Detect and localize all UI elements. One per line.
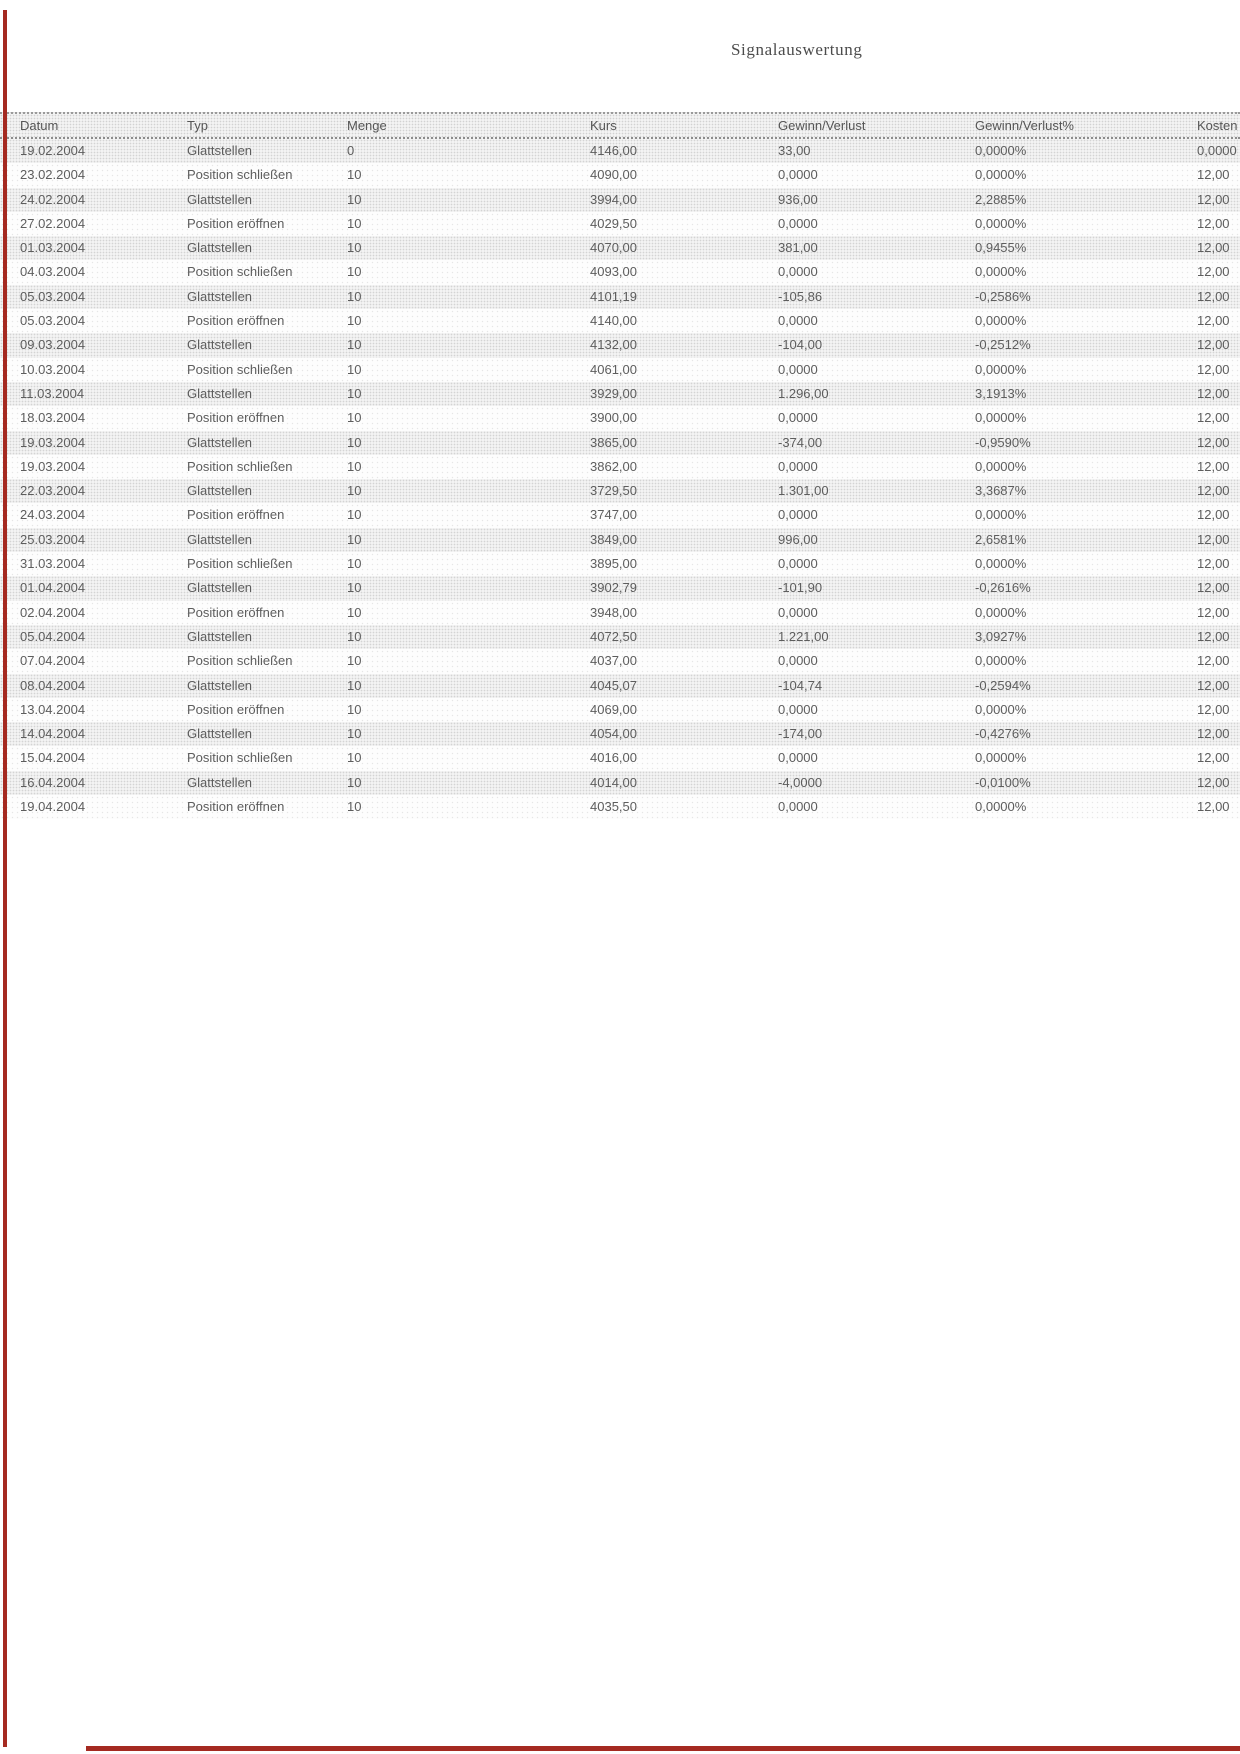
- cell: 01.04.2004: [20, 580, 86, 596]
- cell: 24.02.2004: [20, 191, 86, 207]
- cell: 0,0000%: [975, 361, 1027, 377]
- cell: Glattstellen: [187, 628, 253, 644]
- cell: 10: [347, 313, 362, 329]
- cell: 12,00: [1197, 701, 1230, 717]
- cell: 12,00: [1197, 167, 1230, 183]
- cell: 3902,79: [590, 580, 637, 596]
- cell: Glattstellen: [187, 337, 253, 353]
- cell: Glattstellen: [187, 774, 253, 790]
- table-row: [0, 746, 1240, 770]
- cell: 0,0000: [778, 653, 818, 669]
- cell: 0,9455%: [975, 240, 1027, 256]
- cell: 4090,00: [590, 167, 637, 183]
- table-row: [0, 431, 1240, 455]
- cell: 0,0000: [778, 264, 818, 280]
- table-row: [0, 163, 1240, 187]
- cell: 10: [347, 434, 362, 450]
- cell: 0,0000%: [975, 701, 1027, 717]
- cell: 4069,00: [590, 701, 637, 717]
- cell: 2,2885%: [975, 191, 1027, 207]
- cell: 12,00: [1197, 288, 1230, 304]
- cell: 3994,00: [590, 191, 637, 207]
- cell: 0,0000: [778, 167, 818, 183]
- cell: 24.03.2004: [20, 507, 86, 523]
- cell: 4014,00: [590, 774, 637, 790]
- cell: 10: [347, 653, 362, 669]
- cell: 2,6581%: [975, 531, 1027, 547]
- cell: 19.03.2004: [20, 458, 86, 474]
- cell: 0,0000%: [975, 167, 1027, 183]
- cell: 12,00: [1197, 507, 1230, 523]
- cell: Glattstellen: [187, 288, 253, 304]
- cell: 10: [347, 264, 362, 280]
- cell: 19.04.2004: [20, 799, 86, 815]
- cell: 0,0000%: [975, 556, 1027, 572]
- cell: -0,2616%: [975, 580, 1031, 596]
- table-row: [0, 771, 1240, 795]
- cell: 10: [347, 240, 362, 256]
- cell: 4054,00: [590, 726, 637, 742]
- cell: Position schließen: [187, 458, 293, 474]
- cell: 18.03.2004: [20, 410, 86, 426]
- cell: -174,00: [778, 726, 823, 742]
- cell: 0,0000: [778, 701, 818, 717]
- cell: 4045,07: [590, 677, 637, 693]
- cell: 10: [347, 750, 362, 766]
- cell: Position schließen: [187, 361, 293, 377]
- cell: 12,00: [1197, 361, 1230, 377]
- table-row: [0, 649, 1240, 673]
- cell: 0,0000%: [975, 458, 1027, 474]
- cell: Glattstellen: [187, 483, 253, 499]
- cell: 10: [347, 628, 362, 644]
- cell: 1.221,00: [778, 628, 829, 644]
- cell: 12,00: [1197, 385, 1230, 401]
- cell: 4146,00: [590, 143, 637, 158]
- cell: 3849,00: [590, 531, 637, 547]
- cell: 12,00: [1197, 726, 1230, 742]
- cell: 23.02.2004: [20, 167, 86, 183]
- cell: 0,0000%: [975, 410, 1027, 426]
- cell: 12,00: [1197, 240, 1230, 256]
- cell: 12,00: [1197, 191, 1230, 207]
- cell: 0,0000: [778, 361, 818, 377]
- cell: 10: [347, 701, 362, 717]
- cell: 0,0000%: [975, 750, 1027, 766]
- table-row: [0, 552, 1240, 576]
- cell: 10: [347, 799, 362, 815]
- cell: Position eröffnen: [187, 215, 285, 231]
- cell: 4072,50: [590, 628, 637, 644]
- cell: 10: [347, 726, 362, 742]
- cell: 04.03.2004: [20, 264, 86, 280]
- table-row: [0, 260, 1240, 284]
- cell: 3729,50: [590, 483, 637, 499]
- cell: 10: [347, 774, 362, 790]
- cell: 3948,00: [590, 604, 637, 620]
- cell: -101,90: [778, 580, 823, 596]
- cell: 0,0000: [778, 507, 818, 523]
- cell: 0,0000: [778, 458, 818, 474]
- cell: 12,00: [1197, 531, 1230, 547]
- cell: 01.03.2004: [20, 240, 86, 256]
- cell: Glattstellen: [187, 677, 253, 693]
- cell: Glattstellen: [187, 726, 253, 742]
- cell: 19.03.2004: [20, 434, 86, 450]
- cell: 10: [347, 385, 362, 401]
- cell: 10: [347, 677, 362, 693]
- cell: 0,0000: [778, 215, 818, 231]
- cell: Glattstellen: [187, 240, 253, 256]
- cell: 12,00: [1197, 677, 1230, 693]
- cell: 3865,00: [590, 434, 637, 450]
- cell: 12,00: [1197, 799, 1230, 815]
- cell: 10: [347, 167, 362, 183]
- scan-edge-bottom-artifact: [86, 1746, 1240, 1751]
- cell: Position eröffnen: [187, 604, 285, 620]
- table-row: [0, 285, 1240, 309]
- cell: 996,00: [778, 531, 818, 547]
- cell: 16.04.2004: [20, 774, 86, 790]
- header-cell-gewinn-verlust-: Gewinn/Verlust%: [975, 118, 1074, 133]
- cell: Position eröffnen: [187, 701, 285, 717]
- cell: 33,00: [778, 143, 811, 158]
- cell: 3862,00: [590, 458, 637, 474]
- cell: 10: [347, 483, 362, 499]
- cell: 4140,00: [590, 313, 637, 329]
- cell: 12,00: [1197, 337, 1230, 353]
- table-row: [0, 212, 1240, 236]
- cell: 08.04.2004: [20, 677, 86, 693]
- scan-edge-left-artifact: [3, 10, 7, 1747]
- table-row: [0, 503, 1240, 527]
- table-row: [0, 722, 1240, 746]
- cell: 07.04.2004: [20, 653, 86, 669]
- cell: 0,0000%: [975, 264, 1027, 280]
- cell: 381,00: [778, 240, 818, 256]
- cell: 4037,00: [590, 653, 637, 669]
- table-row: [0, 358, 1240, 382]
- header-cell-kosten: Kosten: [1197, 118, 1238, 133]
- cell: 05.03.2004: [20, 313, 86, 329]
- cell: Glattstellen: [187, 191, 253, 207]
- cell: 31.03.2004: [20, 556, 86, 572]
- cell: 4029,50: [590, 215, 637, 231]
- cell: 10: [347, 604, 362, 620]
- cell: 3,0927%: [975, 628, 1027, 644]
- table-row: [0, 188, 1240, 212]
- cell: 22.03.2004: [20, 483, 86, 499]
- cell: 10: [347, 337, 362, 353]
- cell: 3,1913%: [975, 385, 1027, 401]
- table-row: [0, 795, 1240, 819]
- cell: 0,0000%: [975, 604, 1027, 620]
- cell: -0,2512%: [975, 337, 1031, 353]
- cell: 0,0000: [1197, 143, 1237, 158]
- cell: 10.03.2004: [20, 361, 86, 377]
- cell: 1.301,00: [778, 483, 829, 499]
- cell: Glattstellen: [187, 385, 253, 401]
- cell: 10: [347, 191, 362, 207]
- cell: 02.04.2004: [20, 604, 86, 620]
- cell: 12,00: [1197, 264, 1230, 280]
- table-row: [0, 576, 1240, 600]
- cell: Position eröffnen: [187, 313, 285, 329]
- cell: 12,00: [1197, 750, 1230, 766]
- table-row: [0, 333, 1240, 357]
- header-cell-kurs: Kurs: [590, 118, 617, 133]
- cell: 4035,50: [590, 799, 637, 815]
- cell: -0,0100%: [975, 774, 1031, 790]
- table-row: [0, 455, 1240, 479]
- cell: 27.02.2004: [20, 215, 86, 231]
- cell: -105,86: [778, 288, 823, 304]
- cell: 4093,00: [590, 264, 637, 280]
- cell: Position schließen: [187, 167, 293, 183]
- cell: 936,00: [778, 191, 818, 207]
- cell: 12,00: [1197, 556, 1230, 572]
- cell: 4070,00: [590, 240, 637, 256]
- cell: 12,00: [1197, 410, 1230, 426]
- page-title: Signalauswertung: [731, 40, 863, 59]
- cell: 13.04.2004: [20, 701, 86, 717]
- cell: 10: [347, 458, 362, 474]
- cell: 0,0000: [778, 604, 818, 620]
- cell: -374,00: [778, 434, 823, 450]
- table-row: [0, 601, 1240, 625]
- cell: 0,0000: [778, 750, 818, 766]
- cell: -0,2594%: [975, 677, 1031, 693]
- cell: 12,00: [1197, 313, 1230, 329]
- table-row: [0, 236, 1240, 260]
- cell: 1.296,00: [778, 385, 829, 401]
- cell: 0: [347, 143, 355, 158]
- cell: Position schließen: [187, 653, 293, 669]
- cell: 12,00: [1197, 774, 1230, 790]
- cell: 12,00: [1197, 434, 1230, 450]
- cell: 10: [347, 531, 362, 547]
- cell: 10: [347, 556, 362, 572]
- cell: 12,00: [1197, 215, 1230, 231]
- header-cell-typ: Typ: [187, 118, 208, 133]
- cell: 10: [347, 507, 362, 523]
- cell: 19.02.2004: [20, 143, 86, 158]
- signal-table: [0, 112, 1240, 819]
- cell: 0,0000: [778, 556, 818, 572]
- cell: 05.04.2004: [20, 628, 86, 644]
- table-body: [0, 139, 1240, 819]
- cell: Glattstellen: [187, 531, 253, 547]
- cell: 4132,00: [590, 337, 637, 353]
- table-row: [0, 139, 1240, 163]
- cell: -0,4276%: [975, 726, 1031, 742]
- cell: 0,0000%: [975, 507, 1027, 523]
- cell: Glattstellen: [187, 434, 253, 450]
- cell: Position schließen: [187, 264, 293, 280]
- cell: -0,9590%: [975, 434, 1031, 450]
- cell: Position eröffnen: [187, 410, 285, 426]
- table-row: [0, 698, 1240, 722]
- cell: Glattstellen: [187, 143, 253, 158]
- header-cell-datum: Datum: [20, 118, 59, 133]
- cell: 3895,00: [590, 556, 637, 572]
- table-row: [0, 528, 1240, 552]
- table-row: [0, 479, 1240, 503]
- cell: 14.04.2004: [20, 726, 86, 742]
- cell: Glattstellen: [187, 580, 253, 596]
- cell: 0,0000%: [975, 215, 1027, 231]
- table-row: [0, 309, 1240, 333]
- cell: 3900,00: [590, 410, 637, 426]
- table-header: [0, 112, 1240, 139]
- cell: 12,00: [1197, 483, 1230, 499]
- cell: 0,0000%: [975, 653, 1027, 669]
- cell: 10: [347, 361, 362, 377]
- cell: 0,0000: [778, 313, 818, 329]
- cell: Position schließen: [187, 556, 293, 572]
- cell: 4016,00: [590, 750, 637, 766]
- cell: 10: [347, 215, 362, 231]
- cell: Position eröffnen: [187, 507, 285, 523]
- cell: 10: [347, 288, 362, 304]
- cell: 0,0000%: [975, 799, 1027, 815]
- cell: 0,0000: [778, 799, 818, 815]
- table-row: [0, 625, 1240, 649]
- cell: -104,00: [778, 337, 823, 353]
- table-row: [0, 406, 1240, 430]
- header-cell-gewinn-verlust: Gewinn/Verlust: [778, 118, 866, 133]
- cell: 4101,19: [590, 288, 637, 304]
- cell: -4,0000: [778, 774, 823, 790]
- cell: 0,0000%: [975, 313, 1027, 329]
- cell: -0,2586%: [975, 288, 1031, 304]
- cell: 0,0000%: [975, 143, 1027, 158]
- cell: 10: [347, 580, 362, 596]
- cell: 15.04.2004: [20, 750, 86, 766]
- cell: 05.03.2004: [20, 288, 86, 304]
- cell: 11.03.2004: [20, 385, 85, 401]
- cell: 3,3687%: [975, 483, 1027, 499]
- table-row: [0, 674, 1240, 698]
- table-row: [0, 382, 1240, 406]
- cell: 09.03.2004: [20, 337, 86, 353]
- cell: 3929,00: [590, 385, 637, 401]
- cell: 10: [347, 410, 362, 426]
- cell: 12,00: [1197, 653, 1230, 669]
- header-cell-menge: Menge: [347, 118, 387, 133]
- cell: 0,0000: [778, 410, 818, 426]
- cell: 12,00: [1197, 580, 1230, 596]
- cell: 12,00: [1197, 458, 1230, 474]
- cell: Position eröffnen: [187, 799, 285, 815]
- cell: 4061,00: [590, 361, 637, 377]
- cell: 12,00: [1197, 604, 1230, 620]
- cell: 25.03.2004: [20, 531, 86, 547]
- cell: Position schließen: [187, 750, 293, 766]
- cell: -104,74: [778, 677, 823, 693]
- cell: 3747,00: [590, 507, 637, 523]
- cell: 12,00: [1197, 628, 1230, 644]
